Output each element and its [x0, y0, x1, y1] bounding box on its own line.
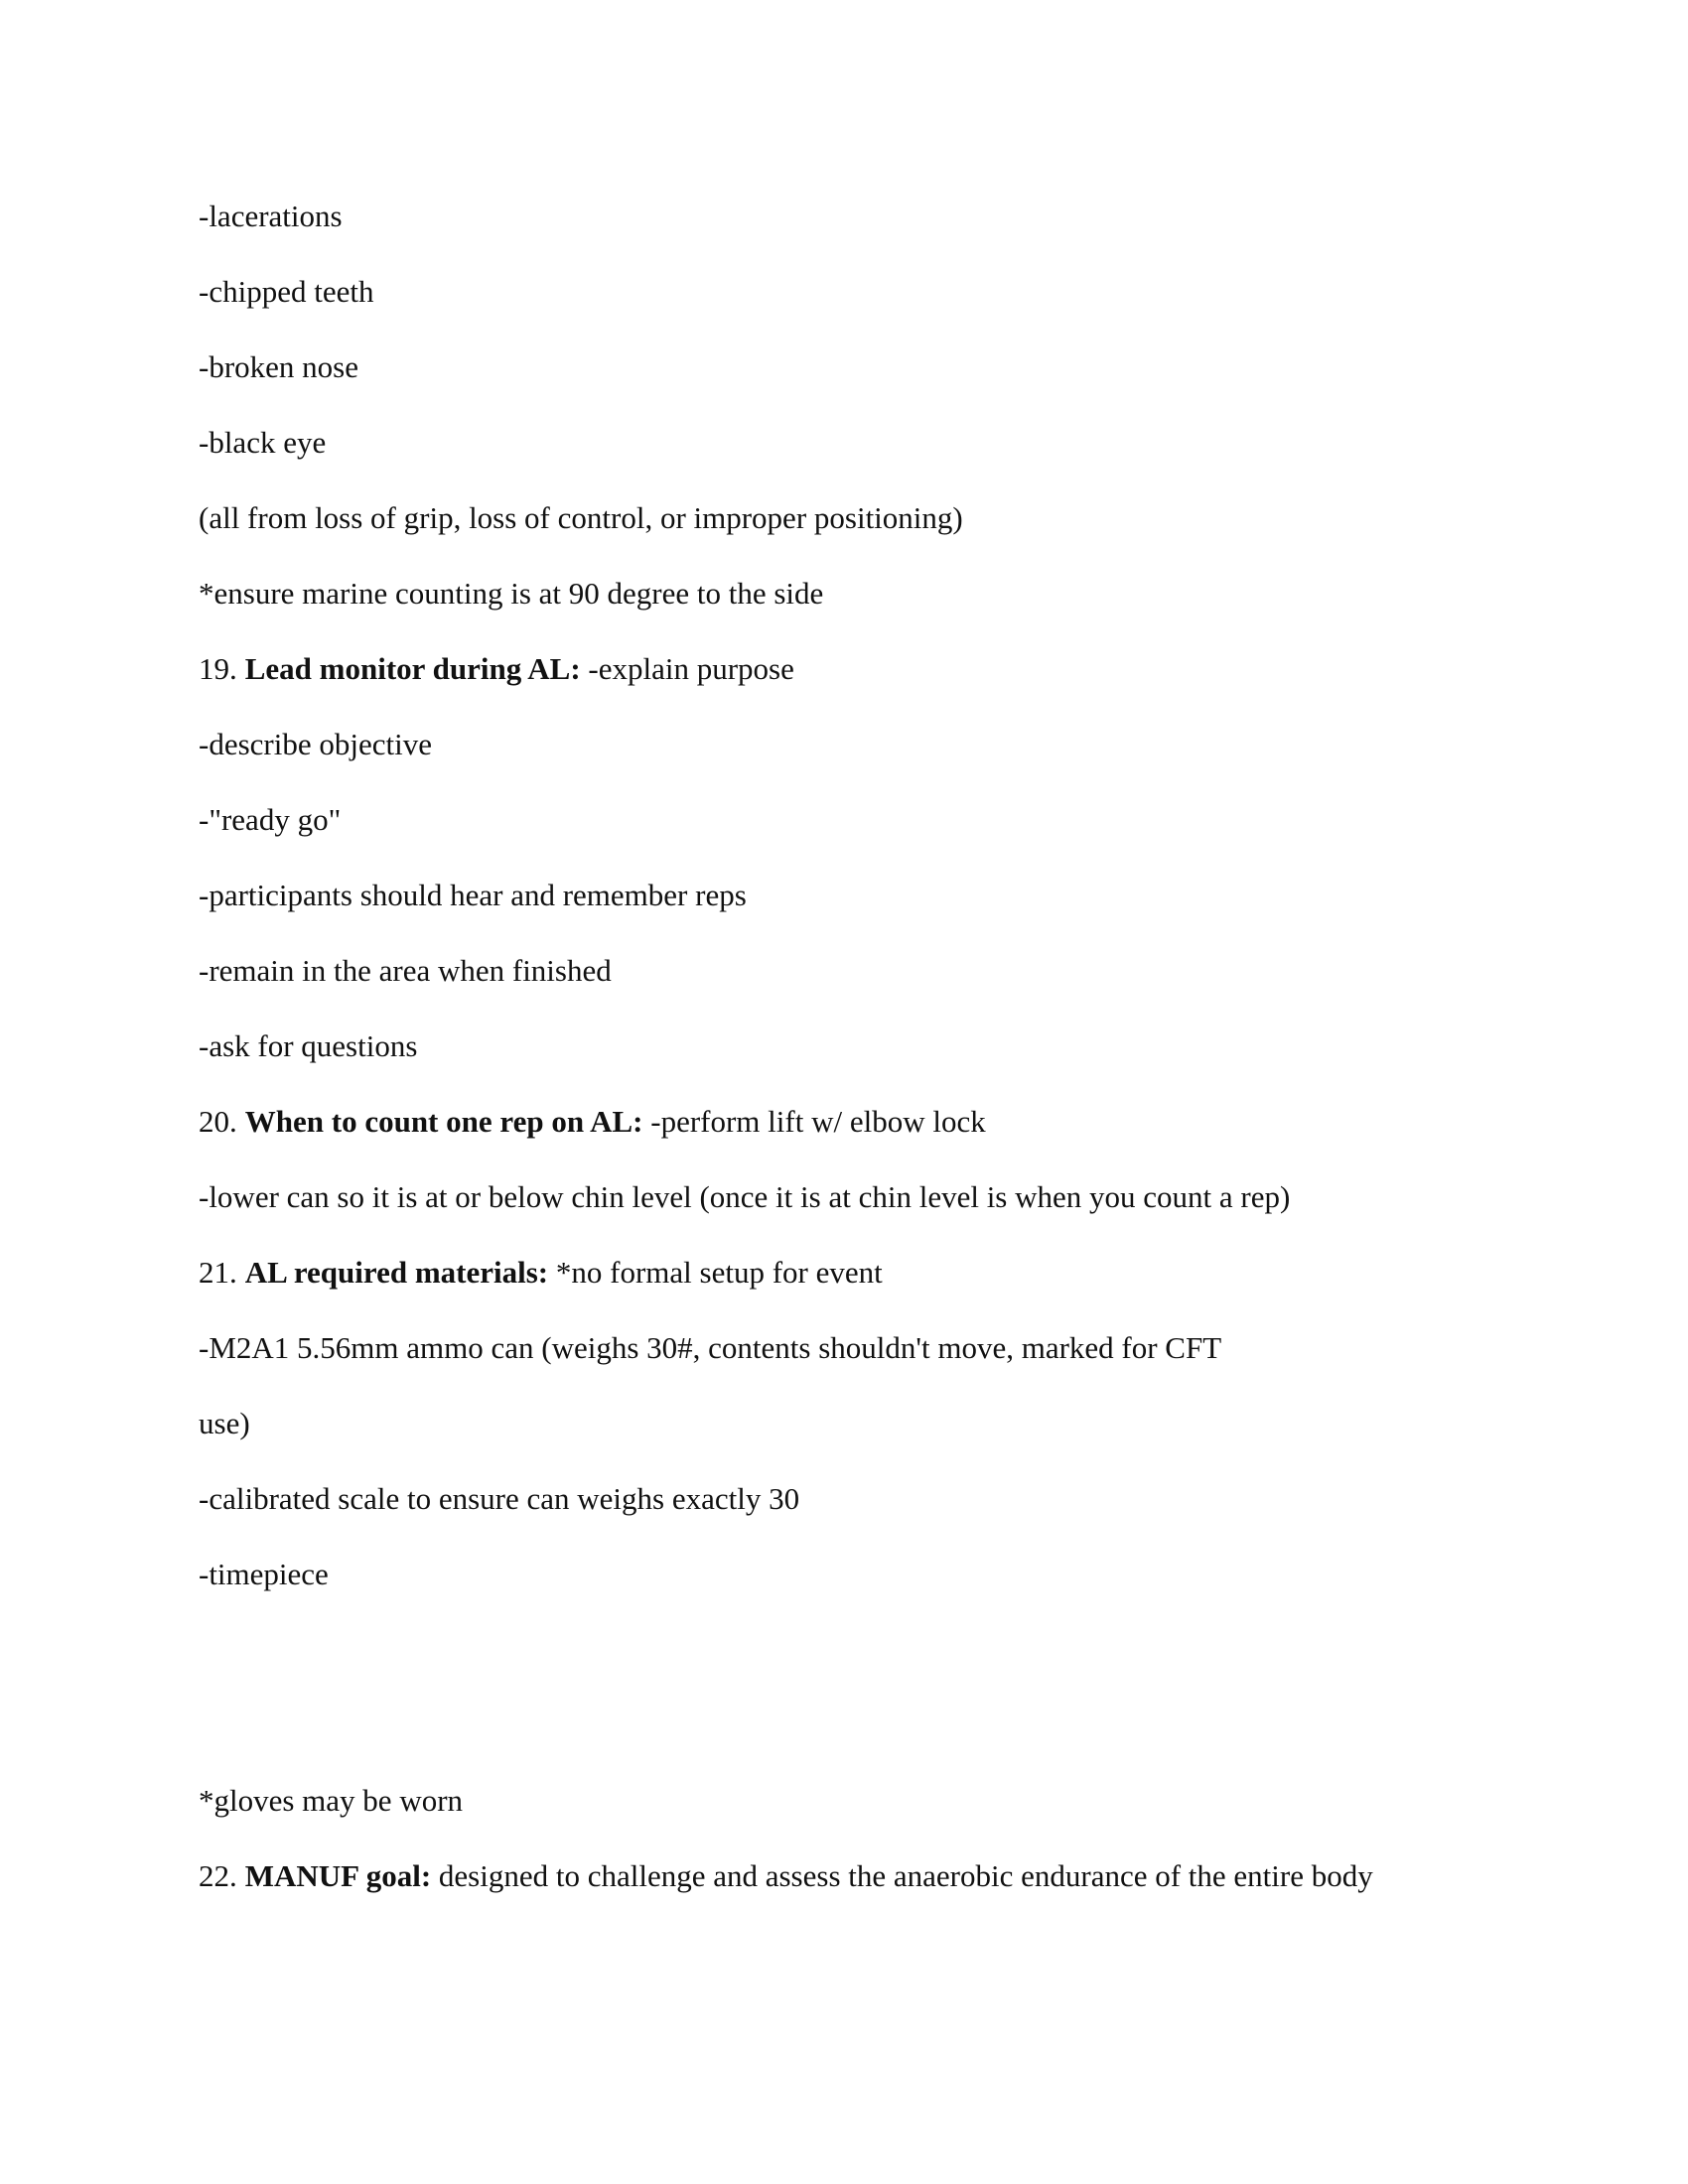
text-line: *ensure marine counting is at 90 degree to the side — [199, 576, 824, 611]
text-line: -broken nose — [199, 349, 358, 384]
item-number: 22. — [199, 1858, 237, 1893]
text-line: -lower can so it is at or below chin level (once it is at chin level is when you count a rep) — [199, 1179, 1291, 1214]
item-number: 20. — [199, 1104, 237, 1139]
item-number: 21. — [199, 1255, 237, 1290]
text-line: -black eye — [199, 425, 327, 460]
text-line: (all from loss of grip, loss of control, or improper positioning) — [199, 500, 963, 535]
item-number: 19. — [199, 651, 237, 686]
item-text: -explain purpose — [580, 651, 794, 686]
item-heading: Lead monitor during AL: — [244, 651, 581, 686]
item-heading: MANUF goal: — [244, 1858, 432, 1893]
text-line: -calibrated scale to ensure can weighs exactly 30 — [199, 1481, 800, 1516]
item-20 — [199, 1102, 986, 1142]
item-heading: AL required materials: — [244, 1255, 549, 1290]
item-22 — [199, 1856, 1373, 1896]
text-line: *gloves may be worn — [199, 1783, 464, 1818]
item-heading: When to count one rep on AL: — [244, 1104, 643, 1139]
item-21 — [199, 1253, 883, 1293]
text-line: -timepiece — [199, 1557, 329, 1591]
text-line: -ask for questions — [199, 1028, 418, 1063]
text-line: -remain in the area when finished — [199, 953, 612, 988]
text-line: -participants should hear and remember reps — [199, 878, 747, 912]
text-line: -chipped teeth — [199, 274, 374, 309]
text-line: -M2A1 5.56mm ammo can (weighs 30#, contents shouldn't move, marked for CFT — [199, 1330, 1222, 1365]
text-line: -"ready go" — [199, 802, 342, 837]
text-line: use) — [199, 1406, 250, 1440]
item-text: designed to challenge and assess the anaerobic endurance of the entire body — [431, 1858, 1373, 1893]
item-text: *no formal setup for event — [548, 1255, 883, 1290]
text-line: -describe objective — [199, 727, 432, 761]
text-line: -lacerations — [199, 199, 343, 233]
item-19 — [199, 649, 794, 689]
item-text: -perform lift w/ elbow lock — [642, 1104, 986, 1139]
